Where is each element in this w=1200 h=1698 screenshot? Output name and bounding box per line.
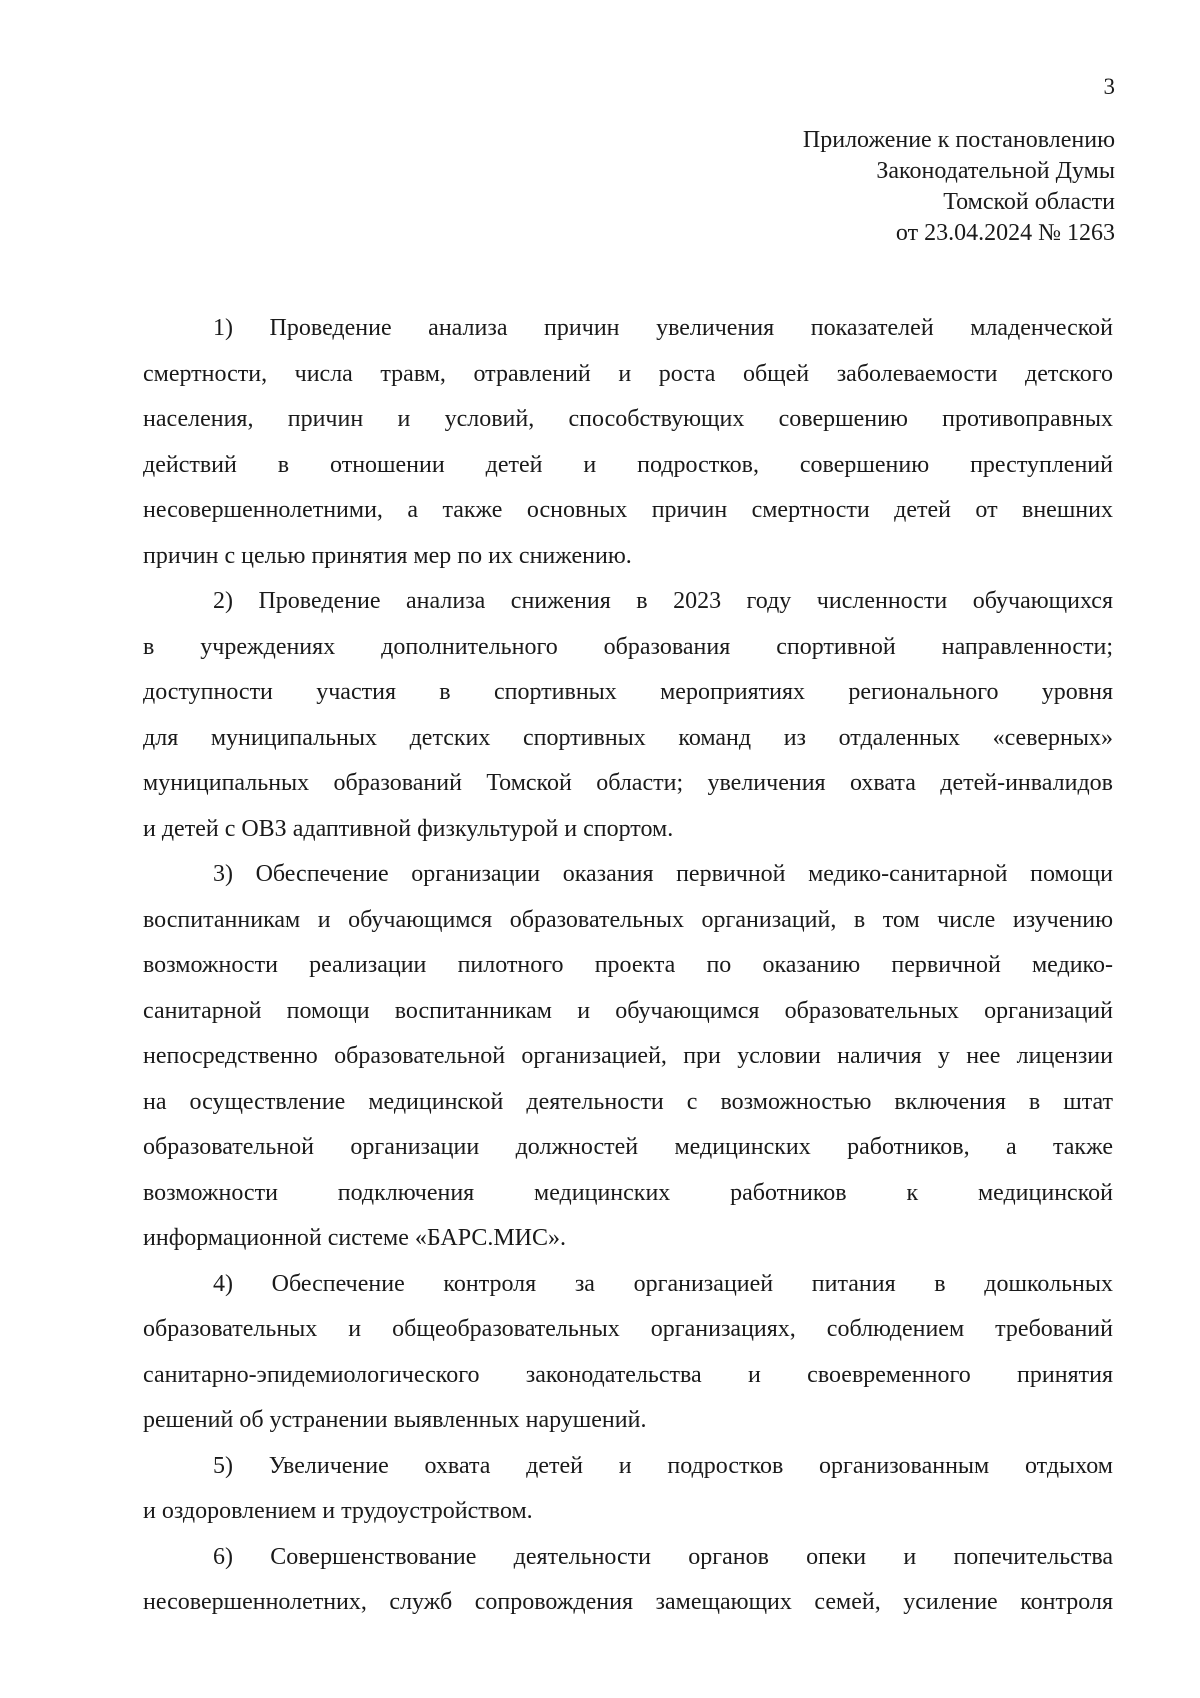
appendix-header-line: Законодательной Думы [876, 158, 1115, 184]
text-line: на осуществление медицинской деятельности с возможностью включения в штат [143, 1088, 1113, 1115]
text-line: муниципальных образований Томской области; увеличения охвата детей-инвалидов [143, 770, 1113, 796]
paragraph-1 [143, 306, 1113, 579]
text-line: образовательной организации должностей медицинских работников, а также [143, 1134, 1113, 1160]
text-line: 6) Совершенствование деятельности органов опеки и попечительства [213, 1543, 1113, 1570]
text-line: воспитанникам и обучающимся образовательных организаций, в том числе изучению [143, 906, 1113, 933]
text-line: действий в отношении детей и подростков, совершению преступлений [143, 451, 1113, 478]
text-line: решений об устранении выявленных нарушений. [143, 1407, 647, 1433]
text-line: непосредственно образовательной организацией, при условии наличия у нее лицензии [143, 1043, 1113, 1069]
text-line: доступности участия в спортивных мероприятиях регионального уровня [143, 679, 1113, 705]
text-line: образовательных и общеобразовательных организациях, соблюдением требований [143, 1316, 1113, 1342]
appendix-header [803, 125, 1115, 249]
appendix-header-line: Приложение к постановлению [802, 127, 1115, 153]
page-number: 3 [1103, 74, 1115, 99]
text-line: 4) Обеспечение контроля за организацией питания в дошкольных [213, 1270, 1113, 1297]
text-line: 1) Проведение анализа причин увеличения показателей младенческой [213, 315, 1113, 341]
text-line: 5) Увеличение охвата детей и подростков организованным отдыхом [213, 1452, 1113, 1479]
paragraph-2 [143, 579, 1113, 852]
appendix-header-line: Томской области [943, 189, 1115, 215]
text-line: 2) Проведение анализа снижения в 2023 году численности обучающихся [213, 588, 1113, 614]
text-line: в учреждениях дополнительного образования спортивной направленности; [143, 633, 1113, 660]
paragraph-6 [143, 1535, 1113, 1626]
text-line: возможности реализации пилотного проекта по оказанию первичной медико- [143, 952, 1113, 978]
text-line: санитарно-эпидемиологического законодательства и своевременного принятия [143, 1361, 1113, 1388]
text-line: возможности подключения медицинских работников к медицинской [143, 1179, 1113, 1206]
text-line: информационной системе «БАРС.МИС». [143, 1225, 567, 1251]
text-line: и оздоровлением и трудоустройством. [143, 1498, 533, 1524]
text-line: для муниципальных детских спортивных команд из отдаленных «северных» [143, 724, 1113, 751]
document-body [143, 306, 1113, 1626]
text-line: населения, причин и условий, способствующих совершению противоправных [143, 406, 1113, 432]
paragraph-5 [143, 1444, 1113, 1535]
paragraph-4 [143, 1262, 1113, 1444]
text-line: санитарной помощи воспитанникам и обучающимся образовательных организаций [143, 997, 1113, 1024]
text-line: несовершеннолетними, а также основных причин смертности детей от внешних [143, 497, 1113, 523]
text-line: несовершеннолетних, служб сопровождения замещающих семей, усиление контроля [143, 1589, 1113, 1615]
appendix-header-line: от 23.04.2024 № 1263 [895, 220, 1115, 246]
text-line: причин с целью принятия мер по их снижению. [143, 542, 632, 569]
text-line: 3) Обеспечение организации оказания первичной медико-санитарной помощи [213, 861, 1113, 887]
text-line: и детей с ОВЗ адаптивной физкультурой и спортом. [143, 815, 674, 842]
text-line: смертности, числа травм, отравлений и роста общей заболеваемости детского [143, 360, 1113, 387]
paragraph-3 [143, 852, 1113, 1262]
